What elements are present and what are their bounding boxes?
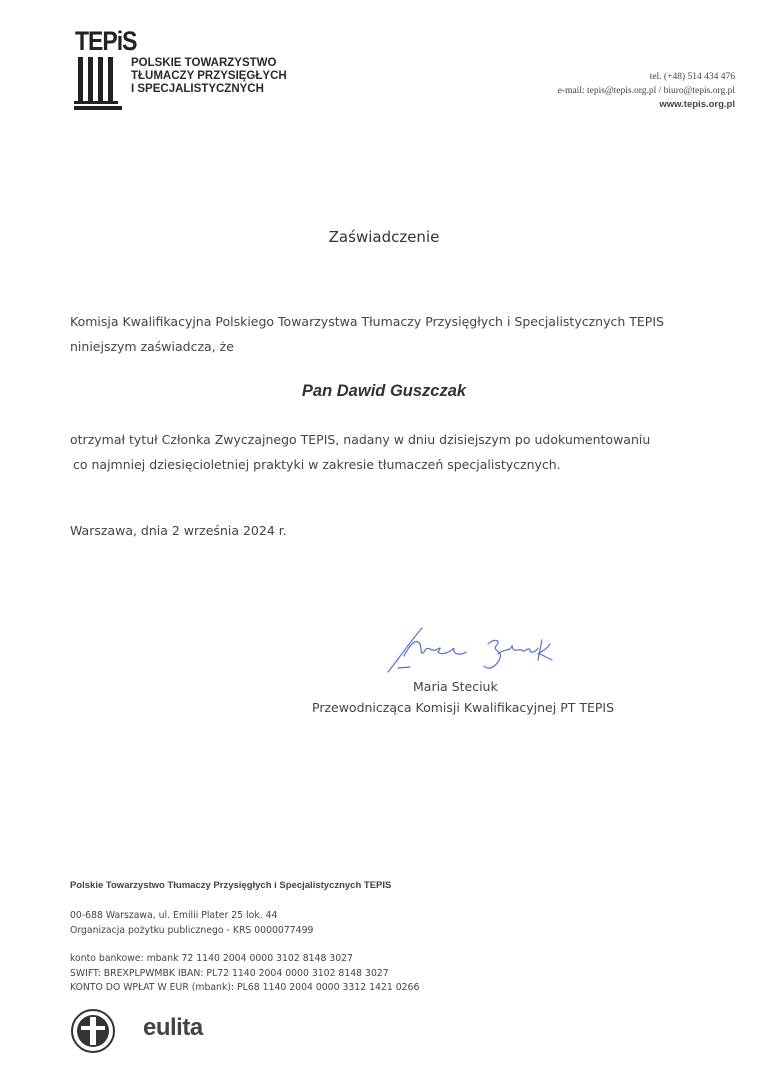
contact-block <box>558 70 735 112</box>
tepis-column-logo-icon <box>74 55 126 111</box>
footer-address-block <box>70 909 313 938</box>
footer-org-name: Polskie Towarzystwo Tłumaczy Przysięgłych i Specjalistycznych TEPIS <box>70 880 392 891</box>
recipient-name: Pan Dawid Guszczak <box>301 382 467 400</box>
footer-eur-account: KONTO DO WPŁAT W EUR (mbank): PL68 1140 2004 0000 3312 1421 0266 <box>70 982 420 993</box>
footer-address: 00-688 Warszawa, ul. Emilii Plater 25 lok. 44 <box>70 910 278 921</box>
phone: tel. (+48) 514 434 476 <box>649 72 735 82</box>
tepis-logo-text: TEPiS <box>75 26 137 56</box>
org-name-line: POLSKIE TOWARZYSTWO <box>131 57 277 69</box>
place-date: Warszawa, dnia 2 września 2024 r. <box>70 523 287 538</box>
handwritten-signature <box>380 622 560 678</box>
org-name-line: I SPECJALISTYCZNYCH <box>131 83 264 95</box>
body-line: co najmniej dziesięcioletniej praktyki w zakresie tłumaczeń specjalistycznych. <box>73 457 561 472</box>
intro-line: niniejszym zaświadcza, że <box>70 339 234 354</box>
document-title: Zaświadczenie <box>328 228 440 246</box>
fit-logo-icon <box>70 1008 116 1054</box>
org-name-line: TŁUMACZY PRZYSIĘGŁYCH <box>131 70 287 82</box>
signatory-name: Maria Steciuk <box>413 679 498 694</box>
footer-swift-iban: SWIFT: BREXPLPWMBK IBAN: PL72 1140 2004 0000 3102 8148 3027 <box>70 967 389 979</box>
intro-line: Komisja Kwalifikacyjna Polskiego Towarzystwa Tłumaczy Przysięgłych i Specjalistycznych TEPIS <box>70 314 664 329</box>
website: www.tepis.org.pl <box>659 99 735 110</box>
email: e-mail: tepis@tepis.org.pl / biuro@tepis.org.pl <box>557 86 735 96</box>
footer-bank-block <box>70 952 419 996</box>
org-name-header <box>131 57 287 96</box>
footer-krs: Organizacja pożytku publicznego - KRS 0000077499 <box>70 924 314 936</box>
footer-bank-account: konto bankowe: mbank 72 1140 2004 0000 3102 8148 3027 <box>70 953 353 964</box>
body-line: otrzymał tytuł Członka Zwyczajnego TEPIS, nadany w dniu dzisiejszym po udokumentowaniu <box>70 432 651 447</box>
signatory-title: Przewodnicząca Komisji Kwalifikacyjnej PT TEPIS <box>312 700 615 715</box>
eulita-logo: eulita <box>143 1014 203 1041</box>
